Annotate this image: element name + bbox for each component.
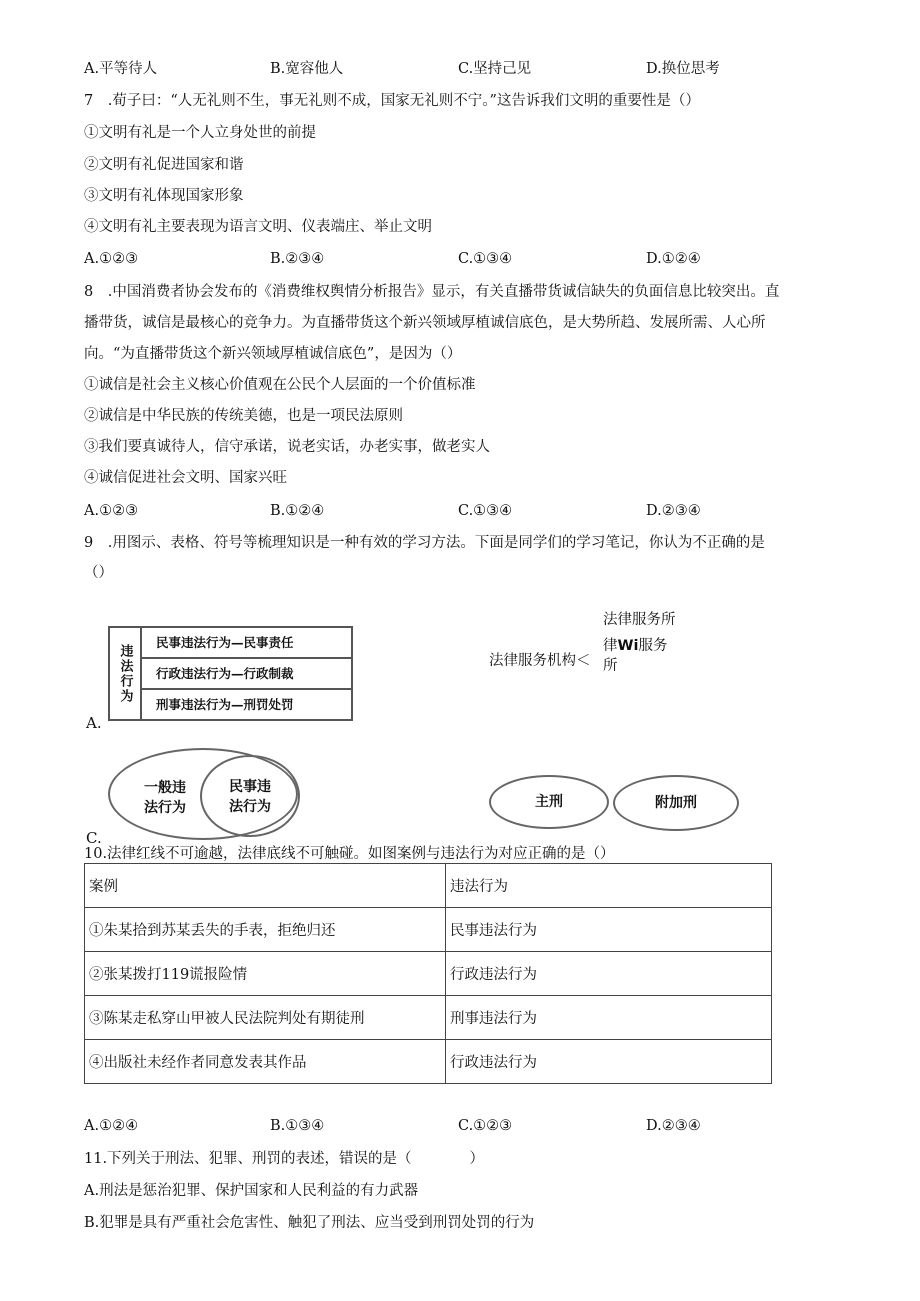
table-row [85, 952, 772, 996]
q11-option-a[interactable]: A.刑法是惩治犯罪、保护国家和人民利益的有力武器 [84, 1183, 419, 1199]
q8-option-d[interactable]: D.②③④ [646, 503, 701, 519]
q9-label-c[interactable]: C. [86, 829, 102, 847]
q9-stem-line-1: 9 .用图示、表格、符号等梳理知识是一种有效的学习方法。下面是同学们的学习笔记，你认为不正确的是 [84, 535, 765, 551]
q10-option-c[interactable]: C.①②③ [458, 1118, 513, 1134]
diagram-a-header: 违法行为 [110, 628, 142, 719]
diagram-c-inner-ellipse [200, 755, 300, 837]
q10-table [84, 863, 772, 1084]
q8-stem-line-3: 向。“为直播带货这个新兴领域厚植诚信底色”，是因为（） [84, 346, 462, 362]
diagram-d-right-ellipse: 附加刑 [613, 775, 739, 831]
q10-option-b[interactable]: B.①③④ [270, 1118, 325, 1134]
q7-item-2: ②文明有礼促进国家和谐 [84, 157, 244, 173]
q10-options [84, 1116, 784, 1136]
table-header-case: 案例 [85, 864, 446, 908]
diagram-a-row-3: 刑事违法行为—刑罚处罚 [156, 697, 294, 712]
table-header-row [85, 864, 772, 908]
diagram-c-inner-text: 民事违 法行为 [229, 779, 271, 815]
table-cell-violation: 民事违法行为 [446, 908, 772, 952]
diagram-c-outer-text: 一般违 法行为 [144, 780, 186, 816]
q10-option-d[interactable]: D.②③④ [646, 1118, 701, 1134]
table-cell-case: ①朱某拾到苏某丢失的手表，拒绝归还 [85, 908, 446, 952]
diagram-b-top: 法律服务所 [603, 612, 676, 628]
q8-option-a[interactable]: A.①②③ [84, 503, 139, 519]
q8-stem-line-1: 8 .中国消费者协会发布的《消费维权舆情分析报告》显示，有关直播带货诚信缺失的负面信息比较突出。直 [84, 284, 780, 300]
q7-option-d[interactable]: D.①②④ [646, 251, 701, 267]
diagram-d-left-ellipse: 主刑 [489, 775, 609, 829]
q8-item-2: ②诚信是中华民族的传统美德，也是一项民法原则 [84, 408, 403, 424]
q8-stem-line-2: 播带货，诚信是最核心的竞争力。为直播带货这个新兴领域厚植诚信底色，是大势所趋、发展所需、人心所 [84, 315, 766, 331]
q7-option-b[interactable]: B.②③④ [270, 251, 325, 267]
q9-stem-line-2: （） [84, 565, 113, 581]
diagram-b-bottom: 律Wi服务 所 [603, 638, 668, 674]
q11-stem: 11.下列关于刑法、犯罪、刑罚的表述，错误的是（ ） [84, 1151, 485, 1167]
q8-option-c[interactable]: C.①③④ [458, 503, 513, 519]
q6-options [84, 59, 784, 79]
q8-option-b[interactable]: B.①②④ [270, 503, 325, 519]
q8-item-3: ③我们要真诚待人，信守承诺，说老实话，办老实事，做老实人 [84, 439, 490, 455]
q10-option-a[interactable]: A.①②④ [84, 1118, 139, 1134]
q8-item-4: ④诚信促进社会文明、国家兴旺 [84, 470, 287, 486]
table-cell-case: ③陈某走私穿山甲被人民法院判处有期徒刑 [85, 996, 446, 1040]
q7-stem: 7 .荀子曰：“人无礼则不生，事无礼则不成，国家无礼则不宁。”这告诉我们文明的重要性是（） [84, 93, 700, 109]
q6-option-b[interactable]: B.宽容他人 [270, 61, 344, 77]
table-cell-case: ④出版社未经作者同意发表其作品 [85, 1040, 446, 1084]
q7-option-a[interactable]: A.①②③ [84, 251, 139, 267]
q8-options [84, 501, 784, 521]
q11-option-b[interactable]: B.犯罪是具有严重社会危害性、触犯了刑法、应当受到刑罚处罚的行为 [84, 1215, 535, 1231]
q6-option-a[interactable]: A.平等待人 [84, 61, 158, 77]
q7-options [84, 249, 784, 269]
table-row [85, 996, 772, 1040]
q9-diagram-a [108, 626, 353, 721]
q8-item-1: ①诚信是社会主义核心价值观在公民个人层面的一个价值标准 [84, 377, 476, 393]
q7-item-4: ④文明有礼主要表现为语言文明、仪表端庄、举止文明 [84, 219, 432, 235]
q9-label-a[interactable]: A. [86, 714, 102, 732]
diagram-a-row-1: 民事违法行为—民事责任 [142, 628, 351, 659]
table-cell-violation: 刑事违法行为 [446, 996, 772, 1040]
q7-item-3: ③文明有礼体现国家形象 [84, 188, 244, 204]
diagram-b-root: 法律服务机构＜ [489, 653, 591, 669]
table-cell-violation: 行政违法行为 [446, 952, 772, 996]
diagram-a-row-2: 行政违法行为—行政制裁 [142, 659, 351, 690]
table-header-violation: 违法行为 [446, 864, 772, 908]
table-cell-violation: 行政违法行为 [446, 1040, 772, 1084]
q7-option-c[interactable]: C.①③④ [458, 251, 513, 267]
q6-option-c[interactable]: C.坚持己见 [458, 61, 532, 77]
table-cell-case: ②张某拨打119谎报险情 [85, 952, 446, 996]
table-row [85, 1040, 772, 1084]
q7-item-1: ①文明有礼是一个人立身处世的前提 [84, 125, 316, 141]
q10-stem: 10.法律红线不可逾越，法律底线不可触碰。如图案例与违法行为对应正确的是（） [84, 846, 615, 862]
q6-option-d[interactable]: D.换位思考 [646, 61, 720, 77]
table-row [85, 908, 772, 952]
